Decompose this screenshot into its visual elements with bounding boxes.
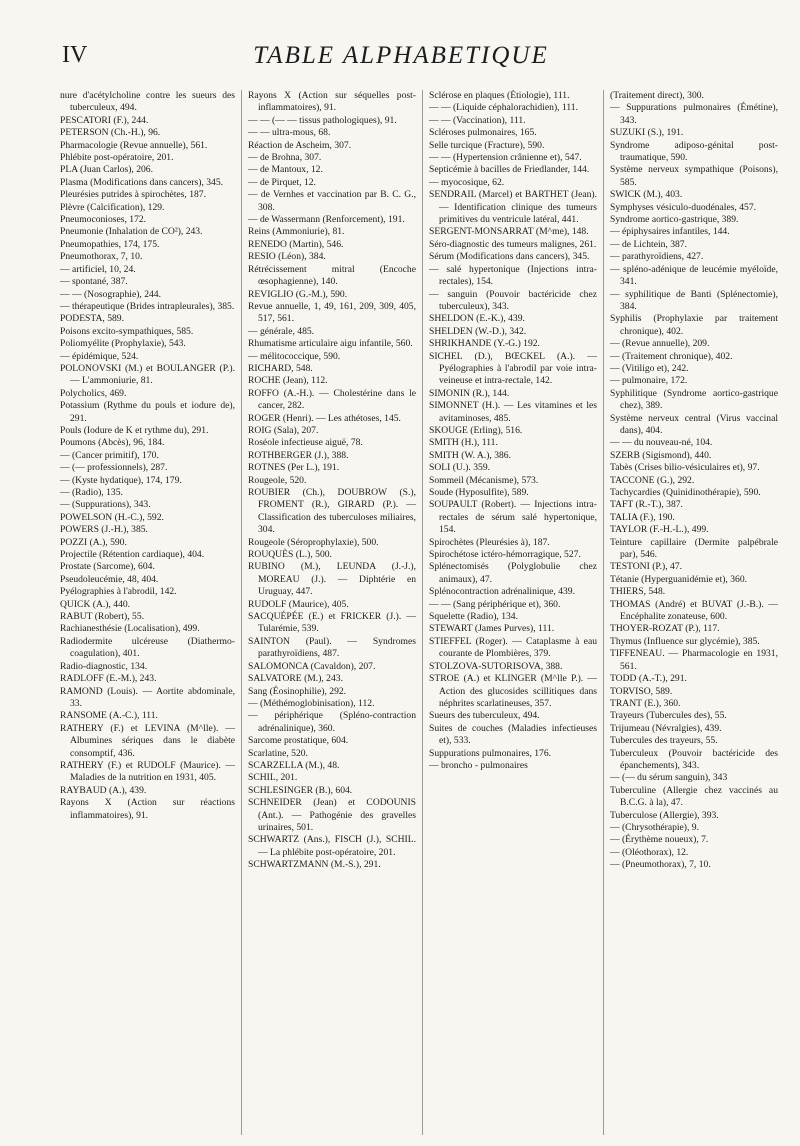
index-entry: SACQUÉPÉE (E.) et FRICKER (J.). — Tularémie, 539. xyxy=(248,611,416,635)
index-entry: RATHERY (F.) et RUDOLF (Maurice). — Maladies de la nutrition en 1931, 405. xyxy=(60,759,235,784)
index-entry: Tubercules des trayeurs, 55. xyxy=(610,735,718,747)
index-entry: SCHWARTZ (Ans.), FISCH (J.), SCHIL. — La phlébite post-opératoire, 201. xyxy=(248,834,416,858)
index-entry: RAMOND (Louis). — Aortite abdominale, 33. xyxy=(60,685,235,709)
index-entry: Poisons excito-sympathiques, 585. xyxy=(60,325,194,337)
index-entry: — de Mantoux, 12. xyxy=(248,164,323,176)
index-entry: TACCONE (G.), 292. xyxy=(610,474,695,486)
index-entry: — (Kyste hydatique), 174, 179. xyxy=(60,474,182,486)
index-entry: SHELDON (E.-K.), 439. xyxy=(429,313,525,325)
index-entry: SALOMONCA (Cavaldon), 207. xyxy=(248,660,376,672)
index-column-3 xyxy=(422,90,603,1135)
index-entry: — sanguin (Pouvoir bactéricide chez tuberculeux), 343. xyxy=(429,288,597,312)
index-entry: — (Oléothorax), 12. xyxy=(610,846,689,858)
index-entry: — de Brohna, 307. xyxy=(248,152,322,164)
index-column-1 xyxy=(60,90,241,1135)
index-entry: — épiphysaires infantiles, 144. xyxy=(610,226,730,238)
index-entry: SZERB (Sigismond), 440. xyxy=(610,449,712,461)
index-entry: Pneumonie (Inhalation de CO²), 243. xyxy=(60,226,203,238)
index-column-2 xyxy=(241,90,422,1135)
index-entry: Pseudoleucémie, 48, 404. xyxy=(60,573,159,585)
index-entry: SMITH (W. A.), 386. xyxy=(429,449,511,461)
index-entry: Splénocontraction adrénalinique, 439. xyxy=(429,586,575,598)
index-column-4 xyxy=(603,90,784,1135)
index-entry: Poumons (Abcès), 96, 184. xyxy=(60,437,165,449)
index-entry: Phlébite post-opératoire, 201. xyxy=(60,152,174,164)
index-entry: Sommeil (Mécanisme), 573. xyxy=(429,474,539,486)
index-entry: — (Vitiligo et), 242. xyxy=(610,362,689,374)
index-entry: (Traitement direct), 300. xyxy=(610,90,704,101)
index-entry: Pneumopathies, 174, 175. xyxy=(60,238,160,250)
index-entry: STROE (A.) et KLINGER (M^lle P.). — Action des glucosides scillitiques dans néphrites scarlatineuses, 357. xyxy=(429,673,597,709)
index-entry: — (Traitement chronique), 402. xyxy=(610,350,733,362)
index-entry: Tachycardies (Quinidinothérapie), 590. xyxy=(610,487,761,498)
index-entry: SCHLESINGER (B.), 604. xyxy=(248,784,353,796)
index-entry: SKOUGE (Erling), 516. xyxy=(429,424,523,436)
index-entry: Soude (Hyposulfite), 589. xyxy=(429,487,529,498)
index-entry: ROFFO (A.-H.). — Cholestérine dans le cancer, 282. xyxy=(248,387,416,412)
index-entry: Pouls (Iodure de K et rythme du), 291. xyxy=(60,424,209,436)
index-entry: Prostate (Sarcome), 604. xyxy=(60,561,155,573)
index-entry: SCHNEIDER (Jean) et CODOUNIS (Ant.). — Pathogénie des gravelles urinaires, 501. xyxy=(248,797,416,833)
index-entry: SCHIL, 201. xyxy=(248,772,298,784)
index-entry: nure d'acétylcholine contre les sueurs des tuberculeux, 494. xyxy=(60,90,235,114)
index-entry: STIEFFEL (Roger). — Cataplasme à eau courante de Plombières, 379. xyxy=(429,635,597,660)
index-entry: Rougeole, 520. xyxy=(248,474,307,486)
page-header xyxy=(62,42,740,82)
index-entry: POWELSON (H.-C.), 592. xyxy=(60,511,164,523)
index-entry: PLA (Juan Carlos), 206. xyxy=(60,164,153,176)
index-entry: RAYBAUD (A.), 439. xyxy=(60,784,147,796)
index-entry: RESIO (Léon), 384. xyxy=(248,251,326,263)
index-entry: Plèvre (Calcification), 129. xyxy=(60,201,165,213)
index-entry: Projectile (Rétention cardiaque), 404. xyxy=(60,549,205,561)
index-entry: — — (Sang périphérique et), 360. xyxy=(429,598,561,610)
index-entry: PESCATORI (F.), 244. xyxy=(60,114,149,126)
index-entry: Radiodermite ulcéreuse (Diathermo-coagulation), 401. xyxy=(60,635,235,660)
index-entry: SUZUKI (S.), 191. xyxy=(610,127,684,139)
index-entry: Tuberculose (Allergie), 393. xyxy=(610,809,719,821)
index-entry: Selle turcique (Fracture), 590. xyxy=(429,139,545,151)
index-entry: THOYER-ROZAT (P.), 117. xyxy=(610,623,720,635)
index-entry: — — (Vaccination), 111. xyxy=(429,114,526,126)
index-entry: Rayons X (Action sur réactions inflammatoires), 91. xyxy=(60,797,235,821)
index-entry: SERGENT-MONSARRAT (M^me), 148. xyxy=(429,226,589,238)
index-entry: SALVATORE (M.), 243. xyxy=(248,673,343,685)
index-entry: ROTNES (Per L.), 191. xyxy=(248,462,340,474)
index-entry: STOLZOVA-SUTORISOVA, 388. xyxy=(429,660,563,672)
index-entry: SICHEL (D.), BŒCKEL (A.). — Pyélographies à l'abrodil par voie intra-veineuse et intra-rectale, 142. xyxy=(429,350,597,387)
index-entry: SIMONIN (R.), 144. xyxy=(429,387,510,399)
index-entry: ROGER (Henri). — Les athétoses, 145. xyxy=(248,412,401,424)
index-entry: TESTONI (P.), 47. xyxy=(610,561,683,573)
index-entry: Système nerveux sympathique (Poisons), 585. xyxy=(610,164,778,188)
index-entry: SHRIKHANDE (Y.-G.) 192. xyxy=(429,338,540,350)
index-entry: Potassium (Rythme du pouls et iodure de), 291. xyxy=(60,400,235,424)
index-entry: SIMONNET (H.). — Les vitamines et les avitaminoses, 485. xyxy=(429,400,597,424)
index-entry: — — ultra-mous, 68. xyxy=(248,127,331,139)
index-entry: TIFFENEAU. — Pharmacologie en 1931, 561. xyxy=(610,648,778,672)
index-entry: RABUT (Robert), 55. xyxy=(60,611,145,623)
index-entry: RUDOLF (Maurice), 405. xyxy=(248,598,349,610)
index-entry: POLONOVSKI (M.) et BOULANGER (P.). — L'ammoniurie, 81. xyxy=(60,362,235,387)
index-entry: Sérum (Modifications dans cancers), 345. xyxy=(429,251,590,263)
index-entry: SCARZELLA (M.), 48. xyxy=(248,759,340,771)
index-entry: SOUPAULT (Robert). — Injections intra-rectales de sérum salé hypertonique, 154. xyxy=(429,499,597,536)
index-entry: — — (Nosographie), 244. xyxy=(60,288,161,300)
index-entry: — générale, 485. xyxy=(248,325,315,337)
index-entry: — Suppurations pulmonaires (Émétine), 343. xyxy=(610,102,778,126)
index-entry: ROUQUÈS (L.), 500. xyxy=(248,549,332,561)
index-entry: TORVISO, 589. xyxy=(610,685,673,697)
index-entry: — (Érythème noueux), 7. xyxy=(610,834,709,846)
index-entry: Splénectomisés (Polyglobulie chez animaux), 47. xyxy=(429,561,597,585)
index-entry: Spirochètes (Pleurésies à), 187. xyxy=(429,536,550,548)
index-entry: Réaction de Ascheim, 307. xyxy=(248,139,352,151)
index-entry: Sarcome prostatique, 604. xyxy=(248,735,349,747)
index-entry: Septicémie à bacilles de Friedlander, 144. xyxy=(429,164,590,176)
index-entry: — (Cancer primitif), 170. xyxy=(60,449,159,461)
index-entry: — de Pirquet, 12. xyxy=(248,176,316,188)
index-entry: THOMAS (André) et BUVAT (J.-B.). — Encéphalite zonateuse, 600. xyxy=(610,598,778,623)
index-entry: — parathyroïdiens, 427. xyxy=(610,251,704,263)
index-entry: Tuberculeux (Pouvoir bactéricide des épanchements), 343. xyxy=(610,747,778,771)
index-entry: — salé hypertonique (Injections intra-rectales), 154. xyxy=(429,263,597,288)
index-entry: — de Wassermann (Renforcement), 191. xyxy=(248,214,405,226)
index-entry: SHELDEN (W.-D.), 342. xyxy=(429,325,527,337)
index-entry: TAYLOR (F.-H.-L.), 499. xyxy=(610,524,709,536)
index-entry: SENDRAIL (Marcel) et BARTHET (Jean). — Identification clinique des tumeurs primitives du ventricule latéral, 441. xyxy=(429,189,597,226)
index-entry: POWERS (J.-H.), 385. xyxy=(60,524,148,536)
index-entry: — (— professionnels), 287. xyxy=(60,462,168,474)
index-entry: Rachianesthésie (Localisation), 499. xyxy=(60,623,200,635)
index-entry: — (Revue annuelle), 209. xyxy=(610,338,710,350)
index-entry: — (— du sérum sanguin), 343 xyxy=(610,772,728,784)
index-entry: — (Suppurations), 343. xyxy=(60,499,151,511)
index-entry: TRANT (E.), 360. xyxy=(610,697,681,709)
index-entry: Radio-diagnostic, 134. xyxy=(60,660,148,672)
index-entry: RICHARD, 548. xyxy=(248,362,313,374)
index-entry: — — du nouveau-né, 104. xyxy=(610,437,713,449)
index-entry: — (Méthémoglobinisation), 112. xyxy=(248,697,375,709)
index-entry: ROIG (Sala), 207. xyxy=(248,424,319,436)
index-entry: SAINTON (Paul). — Syndromes parathyroïdiens, 487. xyxy=(248,635,416,660)
index-entry: Symphyses vésiculo-duodénales, 457. xyxy=(610,201,757,213)
index-entry: — artificiel, 10, 24. xyxy=(60,263,136,275)
index-entry: Sueurs des tuberculeux, 494. xyxy=(429,710,540,722)
index-entry: Reins (Ammoniurie), 81. xyxy=(248,226,345,238)
index-entry: SOLI (U.). 359. xyxy=(429,462,491,474)
index-entry: Trijumeau (Névralgies), 439. xyxy=(610,722,722,734)
index-entry: Thymus (Influence sur glycémie), 385. xyxy=(610,635,760,647)
index-entry: Suppurations pulmonaires, 176. xyxy=(429,747,552,759)
index-entry: Tuberculine (Allergie chez vaccinés au B.C.G. à la), 47. xyxy=(610,784,778,809)
index-entry: RATHERY (F.) et LEVINA (M^lle). — Albumines sériques dans le diabète consomptif, 436. xyxy=(60,722,235,759)
index-entry: Rougeole (Séroprophylaxie), 500. xyxy=(248,536,379,548)
index-entry: — thérapeutique (Brides intrapleurales), 385. xyxy=(60,300,235,312)
index-entry: — spléno-adénique de leucémie myéloïde, 341. xyxy=(610,263,778,288)
index-entry: STEWART (James Purves), 111. xyxy=(429,623,555,635)
index-entry: Pharmacologie (Revue annuelle), 561. xyxy=(60,139,208,151)
index-entry: — myocosique, 62. xyxy=(429,176,505,188)
index-entry: Spirochétose ictéro-hémorragique, 527. xyxy=(429,549,581,561)
index-entry: — — (Hypertension crânienne et), 547. xyxy=(429,152,582,164)
index-entry: — (Chrysothérapie), 9. xyxy=(610,821,699,833)
index-entry: Rétrécissement mitral (Encoche œsophagienne), 140. xyxy=(248,263,416,288)
index-entry: POZZI (A.), 590. xyxy=(60,536,127,548)
index-entry: Sang (Éosinophilie), 292. xyxy=(248,685,347,697)
index-entry: — (Pneumothorax), 7, 10. xyxy=(610,859,711,871)
index-entry: Système nerveux central (Virus vaccinal dans), 404. xyxy=(610,412,778,436)
index-entry: Pneumoconioses, 172. xyxy=(60,214,147,226)
index-entry: PODESTA, 589. xyxy=(60,313,124,325)
index-entry: Pyélographies à l'abrodil, 142. xyxy=(60,586,177,598)
index-entry: Pleurésies putrides à spirochètes, 187. xyxy=(60,189,207,201)
index-entry: Trayeurs (Tubercules des), 55. xyxy=(610,710,727,722)
page-title: TABLE ALPHABETIQUE xyxy=(253,42,549,69)
index-entry: PETERSON (Ch.-H.), 96. xyxy=(60,127,161,139)
index-entry: THIERS, 548. xyxy=(610,586,666,598)
index-entry: Teinture capillaire (Dermite palpébrale par), 546. xyxy=(610,536,778,561)
index-entry: — pulmonaire, 172. xyxy=(610,375,688,387)
index-entry: TAFT (R.-T.), 387. xyxy=(610,499,683,511)
index-entry: Syndrome aortico-gastrique, 389. xyxy=(610,214,739,226)
index-entry: Séro-diagnostic des tumeurs malignes, 261. xyxy=(429,238,597,250)
index-entry: ROCHE (Jean), 112. xyxy=(248,375,328,387)
index-entry: REVIGLIO (G.-M.), 590. xyxy=(248,288,348,300)
index-entry: Squelette (Radio), 134. xyxy=(429,611,518,623)
index-entry: SWICK (M.), 403. xyxy=(610,189,683,201)
index-entry: Roséole infectieuse aiguë, 78. xyxy=(248,437,363,449)
index-entry: — périphérique (Spléno-contraction adrénalinique), 360. xyxy=(248,710,416,734)
index-entry: Plasma (Modifications dans cancers), 345. xyxy=(60,176,224,188)
index-entry: — — (— — tissus pathologiques), 91. xyxy=(248,114,397,126)
index-entry: Rhumatisme articulaire aigu infantile, 560. xyxy=(248,338,413,350)
index-entry: Pneumothorax, 7, 10. xyxy=(60,251,143,263)
index-entry: Poliomyélite (Prophylaxie), 543. xyxy=(60,338,186,350)
index-entry: ROUBIER (Ch.), DOUBROW (S.), FROMENT (R.), GIRARD (P.). — Classification des tuberculoses miliaires, 304. xyxy=(248,487,416,536)
index-entry: SMITH (H.), 111. xyxy=(429,437,498,449)
index-entry: — broncho - pulmonaires xyxy=(429,759,528,771)
index-entry: — — (Liquide céphalorachidien), 111. xyxy=(429,102,579,114)
index-entry: Polycholics, 469. xyxy=(60,387,127,399)
index-entry: TALIA (F.), 190. xyxy=(610,511,675,523)
index-entry: Syndrome adiposo-génital post-traumatique, 590. xyxy=(610,139,778,164)
index-entry: — mélitococcique, 590. xyxy=(248,350,341,362)
index-entry: — de Lichtein, 387. xyxy=(610,238,687,250)
index-entry: Tabès (Crises bilio-vésiculaires et), 97. xyxy=(610,462,760,474)
index-entry: SCHWARTZMANN (M.-S.), 291. xyxy=(248,859,381,871)
index-entry: Tétanie (Hyperguanidémie et), 360. xyxy=(610,573,748,585)
index-entry: Syphilis (Prophylaxie par traitement chronique), 402. xyxy=(610,313,778,337)
index-entry: Syphilitique (Syndrome aortico-gastrique chez), 389. xyxy=(610,387,778,412)
index-entry: TODD (A.-T.), 291. xyxy=(610,673,687,685)
index-entry: — épidémique, 524. xyxy=(60,350,139,362)
index-entry: RENEDO (Martin), 546. xyxy=(248,238,344,250)
index-entry: — (Radio), 135. xyxy=(60,487,123,498)
index-entry: RUBINO (M.), LEUNDA (J.-J.), MOREAU (J.). — Diphtérie en Uruguay, 447. xyxy=(248,561,416,598)
index-entry: QUICK (A.), 440. xyxy=(60,598,131,610)
index-columns xyxy=(60,90,786,1135)
index-entry: ROTHBERGER (J.), 388. xyxy=(248,449,349,461)
index-entry: Revue annuelle, 1, 49, 161, 209, 309, 405, 517, 561. xyxy=(248,300,416,325)
index-entry: Rayons X (Action sur séquelles post-inflammatoires), 91. xyxy=(248,90,416,114)
index-entry: RADLOFF (E.-M.), 243. xyxy=(60,673,157,685)
index-entry: Scléroses pulmonaires, 165. xyxy=(429,127,537,139)
index-entry: Scarlatine, 520. xyxy=(248,747,308,759)
index-entry: — de Vernhes et vaccination par B. C. G., 308. xyxy=(248,189,416,213)
page-number: IV xyxy=(62,42,88,68)
index-entry: Sclérose en plaques (Étiologie), 111. xyxy=(429,90,570,101)
index-entry: RANSOME (A.-C.), 111. xyxy=(60,710,158,722)
index-entry: — syphilitique de Banti (Splénectomie), 384. xyxy=(610,288,778,312)
index-entry: — spontané, 387. xyxy=(60,276,128,288)
index-entry: Suites de couches (Maladies infectieuses et), 533. xyxy=(429,722,597,747)
